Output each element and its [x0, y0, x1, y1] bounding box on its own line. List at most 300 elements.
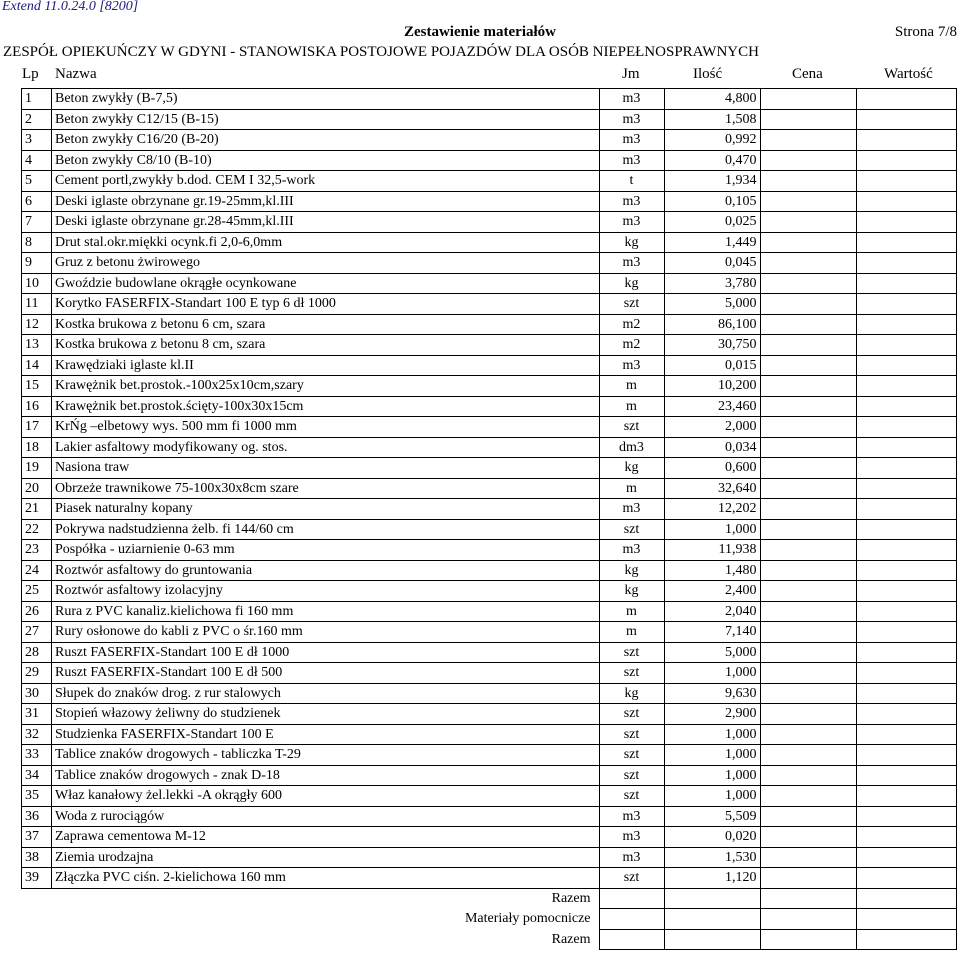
table-row — [22, 540, 957, 561]
table-row — [22, 868, 957, 889]
cell-unit: szt — [599, 868, 664, 889]
cell-quantity: 1,000 — [664, 519, 760, 540]
cell-unit: szt — [599, 417, 664, 438]
cell-value — [856, 458, 956, 479]
cell-name: Krawężnik bet.prostok.ścięty-100x30x15cm — [52, 396, 600, 417]
cell-quantity: 2,900 — [664, 704, 760, 725]
cell-lp: 16 — [22, 396, 52, 417]
cell-unit: szt — [599, 745, 664, 766]
cell-unit: t — [599, 171, 664, 192]
cell-unit: szt — [599, 724, 664, 745]
cell-quantity: 1,449 — [664, 232, 760, 253]
cell-value — [856, 355, 956, 376]
table-row — [22, 663, 957, 684]
cell-quantity: 5,509 — [664, 806, 760, 827]
cell-unit: m3 — [599, 827, 664, 848]
cell-lp: 1 — [22, 89, 52, 110]
column-header-price: Cena — [792, 66, 823, 82]
cell-unit: m3 — [599, 540, 664, 561]
cell-name: Woda z rurociągów — [52, 806, 600, 827]
cell-lp: 3 — [22, 130, 52, 151]
cell-lp: 8 — [22, 232, 52, 253]
page-number: Strona 7/8 — [894, 24, 957, 40]
cell-value — [856, 294, 956, 315]
cell-value — [856, 130, 956, 151]
cell-lp: 32 — [22, 724, 52, 745]
table-row — [22, 294, 957, 315]
cell-unit: m3 — [599, 130, 664, 151]
cell-price — [760, 683, 856, 704]
cell-value — [856, 171, 956, 192]
table-row — [22, 335, 957, 356]
cell-quantity: 2,040 — [664, 601, 760, 622]
cell-price — [760, 704, 856, 725]
summary-spacer — [22, 929, 52, 950]
table-row — [22, 355, 957, 376]
materials-table — [21, 88, 957, 950]
cell-price — [760, 868, 856, 889]
table-row — [22, 130, 957, 151]
cell-unit: kg — [599, 581, 664, 602]
cell-price — [760, 724, 856, 745]
table-row — [22, 150, 957, 171]
cell-lp: 18 — [22, 437, 52, 458]
cell-name: Zaprawa cementowa M-12 — [52, 827, 600, 848]
table-row — [22, 745, 957, 766]
cell-value — [856, 560, 956, 581]
cell-quantity: 0,105 — [664, 191, 760, 212]
cell-unit: szt — [599, 704, 664, 725]
cell-value — [856, 478, 956, 499]
cell-name: Kostka brukowa z betonu 8 cm, szara — [52, 335, 600, 356]
cell-value — [856, 253, 956, 274]
cell-name: Beton zwykły C16/20 (B-20) — [52, 130, 600, 151]
table-row — [22, 171, 957, 192]
cell-price — [760, 417, 856, 438]
cell-lp: 13 — [22, 335, 52, 356]
table-row — [22, 704, 957, 725]
cell-name: Piasek naturalny kopany — [52, 499, 600, 520]
summary-cell — [664, 888, 760, 909]
cell-price — [760, 253, 856, 274]
cell-name: Tablice znaków drogowych - znak D-18 — [52, 765, 600, 786]
cell-lp: 22 — [22, 519, 52, 540]
summary-cell — [856, 909, 956, 930]
cell-lp: 4 — [22, 150, 52, 171]
cell-quantity: 2,000 — [664, 417, 760, 438]
cell-value — [856, 868, 956, 889]
cell-lp: 12 — [22, 314, 52, 335]
cell-price — [760, 109, 856, 130]
cell-quantity: 0,992 — [664, 130, 760, 151]
summary-cell — [856, 929, 956, 950]
cell-lp: 33 — [22, 745, 52, 766]
table-row — [22, 89, 957, 110]
table-row — [22, 806, 957, 827]
cell-price — [760, 273, 856, 294]
table-row — [22, 396, 957, 417]
summary-cell — [760, 909, 856, 930]
cell-name: Złączka PVC ciśn. 2-kielichowa 160 mm — [52, 868, 600, 889]
cell-price — [760, 560, 856, 581]
project-title: ZESPÓŁ OPIEKUŃCZY W GDYNI - STANOWISKA POSTOJOWE POJAZDÓW DLA OSÓB NIEPEŁNOSPRAWNYCH — [3, 44, 759, 60]
cell-unit: m3 — [599, 89, 664, 110]
cell-quantity: 0,025 — [664, 212, 760, 233]
cell-quantity: 5,000 — [664, 294, 760, 315]
cell-name: Drut stal.okr.miękki ocynk.fi 2,0-6,0mm — [52, 232, 600, 253]
table-row — [22, 683, 957, 704]
cell-lp: 5 — [22, 171, 52, 192]
cell-price — [760, 171, 856, 192]
cell-lp: 20 — [22, 478, 52, 499]
cell-value — [856, 581, 956, 602]
table-row — [22, 601, 957, 622]
table-row — [22, 724, 957, 745]
table-row — [22, 314, 957, 335]
cell-name: Rura z PVC kanaliz.kielichowa fi 160 mm — [52, 601, 600, 622]
cell-lp: 28 — [22, 642, 52, 663]
cell-name: Studzienka FASERFIX-Standart 100 E — [52, 724, 600, 745]
table-row — [22, 581, 957, 602]
cell-unit: m2 — [599, 335, 664, 356]
summary-spacer — [22, 888, 52, 909]
cell-value — [856, 150, 956, 171]
table-row — [22, 253, 957, 274]
cell-value — [856, 376, 956, 397]
cell-value — [856, 847, 956, 868]
cell-quantity: 0,470 — [664, 150, 760, 171]
table-row — [22, 109, 957, 130]
cell-quantity: 1,934 — [664, 171, 760, 192]
table-row — [22, 642, 957, 663]
cell-unit: m2 — [599, 314, 664, 335]
cell-name: Cement portl,zwykły b.dod. CEM I 32,5-work — [52, 171, 600, 192]
cell-price — [760, 130, 856, 151]
cell-value — [856, 745, 956, 766]
cell-price — [760, 191, 856, 212]
cell-price — [760, 540, 856, 561]
cell-name: Tablice znaków drogowych - tabliczka T-29 — [52, 745, 600, 766]
cell-price — [760, 519, 856, 540]
cell-unit: m — [599, 478, 664, 499]
cell-value — [856, 335, 956, 356]
summary-spacer — [22, 909, 52, 930]
table-row — [22, 417, 957, 438]
cell-lp: 37 — [22, 827, 52, 848]
cell-value — [856, 499, 956, 520]
cell-quantity: 1,000 — [664, 765, 760, 786]
cell-unit: m — [599, 376, 664, 397]
cell-value — [856, 663, 956, 684]
cell-quantity: 1,000 — [664, 745, 760, 766]
summary-row — [22, 888, 957, 909]
cell-lp: 7 — [22, 212, 52, 233]
cell-lp: 26 — [22, 601, 52, 622]
cell-unit: m3 — [599, 212, 664, 233]
cell-price — [760, 294, 856, 315]
cell-lp: 10 — [22, 273, 52, 294]
cell-unit: m3 — [599, 109, 664, 130]
cell-quantity: 0,045 — [664, 253, 760, 274]
cell-price — [760, 663, 856, 684]
summary-cell — [856, 888, 956, 909]
cell-unit: szt — [599, 519, 664, 540]
table-row — [22, 458, 957, 479]
summary-row — [22, 929, 957, 950]
cell-unit: m3 — [599, 847, 664, 868]
table-row — [22, 376, 957, 397]
summary-cell — [599, 888, 664, 909]
cell-unit: m3 — [599, 191, 664, 212]
table-row — [22, 519, 957, 540]
cell-quantity: 4,800 — [664, 89, 760, 110]
cell-unit: szt — [599, 663, 664, 684]
table-row — [22, 786, 957, 807]
summary-cell — [664, 929, 760, 950]
cell-name: Roztwór asfaltowy do gruntowania — [52, 560, 600, 581]
cell-quantity: 7,140 — [664, 622, 760, 643]
cell-name: Deski iglaste obrzynane gr.28-45mm,kl.III — [52, 212, 600, 233]
table-row — [22, 827, 957, 848]
cell-unit: szt — [599, 642, 664, 663]
cell-lp: 19 — [22, 458, 52, 479]
cell-price — [760, 745, 856, 766]
cell-name: Gwoździe budowlane okrągłe ocynkowane — [52, 273, 600, 294]
cell-price — [760, 232, 856, 253]
cell-name: Beton zwykły C12/15 (B-15) — [52, 109, 600, 130]
cell-unit: dm3 — [599, 437, 664, 458]
cell-lp: 29 — [22, 663, 52, 684]
cell-price — [760, 314, 856, 335]
cell-value — [856, 232, 956, 253]
cell-value — [856, 417, 956, 438]
cell-lp: 30 — [22, 683, 52, 704]
cell-lp: 27 — [22, 622, 52, 643]
cell-price — [760, 847, 856, 868]
cell-quantity: 1,000 — [664, 786, 760, 807]
cell-lp: 25 — [22, 581, 52, 602]
cell-lp: 9 — [22, 253, 52, 274]
cell-price — [760, 765, 856, 786]
cell-price — [760, 581, 856, 602]
cell-value — [856, 765, 956, 786]
cell-lp: 36 — [22, 806, 52, 827]
cell-value — [856, 273, 956, 294]
cell-lp: 17 — [22, 417, 52, 438]
cell-name: Korytko FASERFIX-Standart 100 E typ 6 dł 1000 — [52, 294, 600, 315]
cell-name: Ziemia urodzajna — [52, 847, 600, 868]
cell-value — [856, 622, 956, 643]
cell-value — [856, 109, 956, 130]
cell-name: Pokrywa nadstudzienna żelb. fi 144/60 cm — [52, 519, 600, 540]
cell-name: Beton zwykły (B-7,5) — [52, 89, 600, 110]
cell-price — [760, 396, 856, 417]
cell-quantity: 1,530 — [664, 847, 760, 868]
cell-value — [856, 601, 956, 622]
table-row — [22, 478, 957, 499]
table-row — [22, 560, 957, 581]
app-title: Extend 11.0.24.0 [8200] — [2, 0, 139, 14]
cell-price — [760, 786, 856, 807]
cell-lp: 21 — [22, 499, 52, 520]
cell-unit: szt — [599, 786, 664, 807]
cell-price — [760, 478, 856, 499]
cell-name: Stopień włazowy żeliwny do studzienek — [52, 704, 600, 725]
cell-value — [856, 724, 956, 745]
cell-unit: szt — [599, 765, 664, 786]
cell-unit: kg — [599, 683, 664, 704]
cell-name: Lakier asfaltowy modyfikowany og. stos. — [52, 437, 600, 458]
cell-name: Pospółka - uziarnienie 0-63 mm — [52, 540, 600, 561]
cell-quantity: 1,508 — [664, 109, 760, 130]
cell-value — [856, 191, 956, 212]
cell-price — [760, 437, 856, 458]
cell-unit: kg — [599, 458, 664, 479]
cell-price — [760, 642, 856, 663]
cell-name: Deski iglaste obrzynane gr.19-25mm,kl.III — [52, 191, 600, 212]
cell-quantity: 0,020 — [664, 827, 760, 848]
cell-unit: m — [599, 622, 664, 643]
cell-value — [856, 519, 956, 540]
summary-cell — [599, 929, 664, 950]
cell-unit: kg — [599, 232, 664, 253]
table-row — [22, 212, 957, 233]
cell-quantity: 2,400 — [664, 581, 760, 602]
column-header-unit: Jm — [622, 66, 640, 82]
cell-price — [760, 355, 856, 376]
cell-quantity: 30,750 — [664, 335, 760, 356]
column-header-value: Wartość — [884, 66, 933, 82]
cell-lp: 38 — [22, 847, 52, 868]
document-title: Zestawienie materiałów — [403, 24, 557, 40]
cell-quantity: 1,000 — [664, 663, 760, 684]
column-header-lp: Lp — [22, 66, 39, 82]
summary-label: Materiały pomocnicze — [464, 911, 591, 927]
cell-name: Nasiona traw — [52, 458, 600, 479]
cell-name: Roztwór asfaltowy izolacyjny — [52, 581, 600, 602]
cell-name: Gruz z betonu żwirowego — [52, 253, 600, 274]
cell-price — [760, 376, 856, 397]
cell-price — [760, 335, 856, 356]
cell-lp: 24 — [22, 560, 52, 581]
cell-quantity: 10,200 — [664, 376, 760, 397]
cell-lp: 2 — [22, 109, 52, 130]
summary-label: Razem — [551, 891, 591, 906]
cell-value — [856, 683, 956, 704]
cell-price — [760, 499, 856, 520]
cell-price — [760, 89, 856, 110]
cell-value — [856, 827, 956, 848]
cell-name: Rury osłonowe do kabli z PVC o śr.160 mm — [52, 622, 600, 643]
cell-lp: 34 — [22, 765, 52, 786]
cell-quantity: 5,000 — [664, 642, 760, 663]
cell-unit: m3 — [599, 150, 664, 171]
cell-price — [760, 150, 856, 171]
cell-value — [856, 396, 956, 417]
cell-name: Słupek do znaków drog. z rur stalowych — [52, 683, 600, 704]
cell-quantity: 1,000 — [664, 724, 760, 745]
summary-row — [22, 909, 957, 930]
cell-value — [856, 540, 956, 561]
summary-cell — [760, 929, 856, 950]
cell-unit: m — [599, 396, 664, 417]
cell-lp: 35 — [22, 786, 52, 807]
table-row — [22, 437, 957, 458]
table-row — [22, 191, 957, 212]
cell-lp: 31 — [22, 704, 52, 725]
cell-value — [856, 437, 956, 458]
cell-value — [856, 642, 956, 663]
cell-lp: 15 — [22, 376, 52, 397]
cell-quantity: 32,640 — [664, 478, 760, 499]
cell-unit: m3 — [599, 355, 664, 376]
cell-quantity: 1,120 — [664, 868, 760, 889]
cell-quantity: 23,460 — [664, 396, 760, 417]
cell-name: Beton zwykły C8/10 (B-10) — [52, 150, 600, 171]
cell-lp: 39 — [22, 868, 52, 889]
cell-quantity: 0,600 — [664, 458, 760, 479]
table-row — [22, 765, 957, 786]
summary-cell — [599, 909, 664, 930]
cell-quantity: 9,630 — [664, 683, 760, 704]
summary-cell — [760, 888, 856, 909]
cell-price — [760, 827, 856, 848]
cell-quantity: 86,100 — [664, 314, 760, 335]
cell-price — [760, 212, 856, 233]
column-header-name: Nazwa — [55, 66, 97, 82]
cell-price — [760, 622, 856, 643]
table-row — [22, 499, 957, 520]
cell-name: Właz kanałowy żel.lekki -A okrągły 600 — [52, 786, 600, 807]
summary-cell — [664, 909, 760, 930]
cell-value — [856, 704, 956, 725]
cell-lp: 14 — [22, 355, 52, 376]
table-row — [22, 232, 957, 253]
cell-value — [856, 786, 956, 807]
cell-lp: 11 — [22, 294, 52, 315]
cell-lp: 6 — [22, 191, 52, 212]
cell-name: Obrzeże trawnikowe 75-100x30x8cm szare — [52, 478, 600, 499]
cell-unit: m — [599, 601, 664, 622]
cell-price — [760, 806, 856, 827]
table-row — [22, 273, 957, 294]
cell-quantity: 1,480 — [664, 560, 760, 581]
cell-name: Krawędziaki iglaste kl.II — [52, 355, 600, 376]
cell-quantity: 0,034 — [664, 437, 760, 458]
cell-unit: kg — [599, 273, 664, 294]
cell-quantity: 0,015 — [664, 355, 760, 376]
table-row — [22, 622, 957, 643]
cell-quantity: 12,202 — [664, 499, 760, 520]
cell-price — [760, 458, 856, 479]
cell-name: Kostka brukowa z betonu 6 cm, szara — [52, 314, 600, 335]
cell-quantity: 11,938 — [664, 540, 760, 561]
cell-value — [856, 314, 956, 335]
cell-unit: szt — [599, 294, 664, 315]
cell-unit: m3 — [599, 499, 664, 520]
cell-price — [760, 601, 856, 622]
cell-name: KrŃg –elbetowy wys. 500 mm fi 1000 mm — [52, 417, 600, 438]
cell-lp: 23 — [22, 540, 52, 561]
cell-value — [856, 806, 956, 827]
cell-name: Krawężnik bet.prostok.-100x25x10cm,szary — [52, 376, 600, 397]
cell-value — [856, 89, 956, 110]
cell-unit: kg — [599, 560, 664, 581]
cell-name: Ruszt FASERFIX-Standart 100 E dł 1000 — [52, 642, 600, 663]
cell-name: Ruszt FASERFIX-Standart 100 E dł 500 — [52, 663, 600, 684]
column-header-quantity: Ilość — [693, 66, 723, 82]
table-row — [22, 847, 957, 868]
